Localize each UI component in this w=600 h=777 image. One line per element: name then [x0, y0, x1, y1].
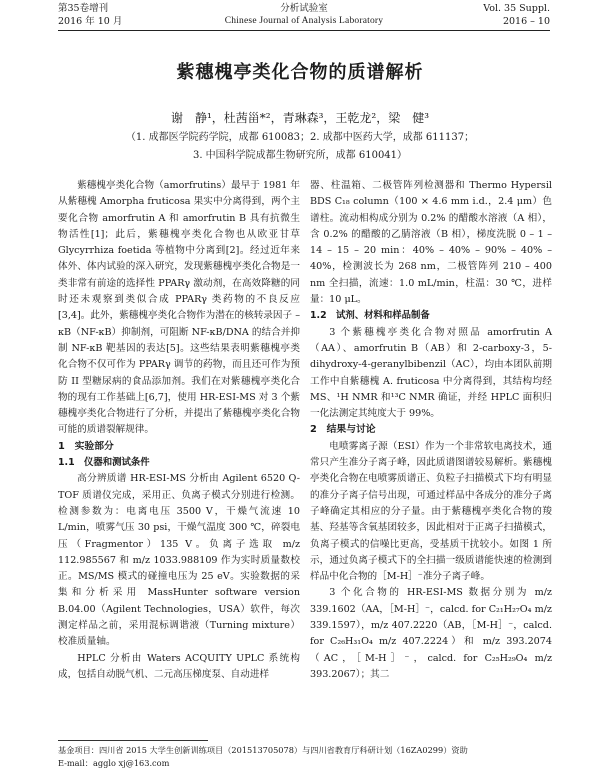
funding-footnote: 基金项目：四川省 2015 大学生创新训练项目（201513705078）与四川省教育厅科研计划（16ZA0299）资助 — [58, 745, 468, 755]
author-list: 谢 静¹，杜茜甾*²，青琳森³，王乾龙²，梁 健³ — [170, 111, 430, 125]
right-column — [310, 178, 552, 683]
header-volume-en: Vol. 35 Suppl. — [483, 3, 550, 14]
running-header — [58, 2, 550, 32]
header-rule — [58, 30, 550, 31]
reagents-paragraph: 3 个紫穗槐亭类化合物对照品 amorfrutin A（AA）、amorfrutin B（AB）和 2-carboxy-3，5-dihydroxy-4-geranylbibenzil（AC），均由本团队前期工作中自紫穗槐 A. fruticosa 中分离得到，其结构均经 MS、¹H NMR 和¹³C NMR 确证，并经 HPLC 面积归一化法测定其纯度大于 99%。 — [310, 326, 552, 420]
esi-paragraph: 电喷雾离子源（ESI）作为一个非常软电离技术，通常只产生准分子离子峰，因此质谱图谱较易解析。紫穗槐亭类化合物在电喷雾质谱正、负粒子扫描模式下均有明显的准分子离子信号出现，可通过样品中各成分的准分子离子峰确定其相应的分子量。由于紫穗槐亭类化合物的羧基、羟基等含氧基团较多，因此相对于正离子扫描模式，负离子模式的信噪比更高，受基质干扰较小。如图 1 所示，通过负离子模式下的全扫描一级质谱能快速的检测到样品中化合物的［M-H］⁻准分子离子峰。 — [310, 440, 552, 583]
footnote-rule — [58, 740, 208, 741]
header-volume-cn: 第35卷增刊 — [58, 3, 109, 14]
header-journal-cn: 分析试验室 — [280, 3, 328, 14]
affiliation-line-1: （1. 成都医学院药学院，成都 610083；2. 成都中医药大学，成都 611137； — [125, 132, 475, 143]
article-title: 紫穗槐亭类化合物的质谱解析 — [176, 62, 424, 83]
email-footnote: E-mail：agglo xj@163.com — [58, 758, 170, 768]
section-heading-results: 2 结果与讨论 — [310, 424, 376, 436]
affiliation-line-2: 3. 中国科学院成都生物研究所，成都 610041） — [192, 150, 408, 161]
instruments-paragraph: 高分辨质谱 HR-ESI-MS 分析由 Agilent 6520 Q-TOF 质谱仪完成，采用正、负离子模式分别进行检测。检测参数为：电离电压 3500 V，干燥气流速 10 L/min，喷雾气压 30 psi，干燥气温度 300 ℃，碎裂电压（Fragmentor）135 V。负离子选取 m/z 112.985567 和 m/z 1033.988109 作为实时质量数校正。MS/MS 模式的碰撞电压为 25 eV。实验数据的采集和分析采用 MassHunter software version B.04.00（Agilent Technologies，USA）软件，每次测定样品之前，采用混标调谐液（Turning mixture）校准质量轴。 — [58, 473, 300, 648]
intro-paragraph: 紫穗槐亭类化合物（amorfrutins）最早于 1981 年从紫穗槐 Amorpha fruticosa 果实中分离得到，两个主要化合物 amorfrutin A 和 amorfrutin B 具有抗微生物活性[1]；此后，紫穗槐亭类化合物也从欧亚甘草 Glycyrrhiza foetida 等植物中分离到[2]。经过近年来体外、体内试验的深入研究，发现紫穗槐亭类化合物是一类非常有前途的选择性 PPARγ 激动剂，在高效降糖的同时还未观察到类似合成 PPARγ 类药物的不良反应[3,4]。此外，紫穗槐亭类化合物作为潜在的核转录因子 – κB（NF-κB）抑制剂，可阻断 NF-κB/DNA 的结合并抑制 NF-κB 靶基因的表达[5]。这些结果表明紫穗槐亭类化合物不仅可作为 PPARγ 调节的药物，而且还可作为预防 II 型糖尿病的食品添加剂。我们在对紫穗槐亭类化合物的现有工作基础上[6,7]，使用 HR-ESI-MS 对 3 个紫穗槐亭类化合物进行了分析，并提出了紫穗槐亭类化合物可能的质谱裂解规律。 — [58, 180, 300, 436]
hrms-data-paragraph: 3 个化合物的 HR-ESI-MS 数据分别为 m/z 339.1602（AA，［M-H］⁻，calcd. for C₂₁H₂₇O₄ m/z 339.1597），m/z 407.2220（AB，［M-H］⁻，calcd. for C₂₆H₃₁O₄ m/z 407.2224）和 m/z 393.2074（AC，［M-H］⁻，calcd. for C₂₅H₂₉O₄ m/z 393.2067）；其二 — [310, 587, 552, 680]
hplc-paragraph: HPLC 分析由 Waters ACQUITY UPLC 系统构成，包括自动脱气机、二元高压梯度泵、自动进样 — [58, 652, 300, 680]
header-journal-en: Chinese Journal of Analysis Laboratory — [224, 16, 384, 26]
subsection-heading-reagents: 1.2 试剂、材料和样品制备 — [310, 310, 430, 322]
section-heading-experimental: 1 实验部分 — [58, 440, 114, 452]
hplc-paragraph-continued: 器、柱温箱、二极管阵列检测器和 Thermo Hypersil BDS C₁₈ column（100 × 4.6 mm i.d.，2.4 μm）色谱柱。流动相构成分别为 0.2% 的醋酸水溶液（A 相），含 0.2% 的醋酸的乙腈溶液（B 相），梯度洗脱 0 – 1 – 14 – 15 – 20 min：40% – 40% – 90% – 40% – 40%，检测波长为 268 nm，二极管阵列 210 – 400 nm 全扫描，流速：1.0 mL/min，柱温：30 ℃，进样量：10 μL。 — [310, 180, 552, 306]
left-column — [58, 178, 300, 683]
subsection-heading-instruments: 1.1 仪器和测试条件 — [58, 457, 150, 469]
header-date-en: 2016 – 10 — [502, 16, 550, 27]
header-date-cn: 2016 年 10 月 — [58, 16, 123, 27]
